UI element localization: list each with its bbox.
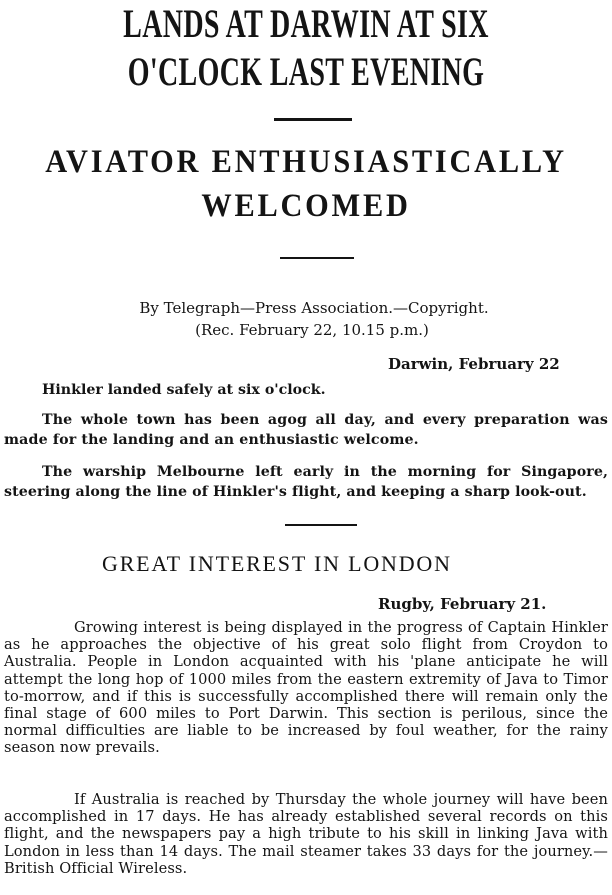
section-divider bbox=[280, 257, 354, 259]
darwin-paragraph: Hinkler landed safely at six o'clock. bbox=[42, 382, 326, 398]
secondary-headline: AVIATOR ENTHUSIASTICALLY WELCOMED bbox=[45, 144, 567, 224]
main-headline: LANDS AT DARWIN AT SIX O'CLOCK LAST EVENING bbox=[123, 1, 489, 94]
london-paragraph: If Australia is reached by Thursday the whole journey will have been accomplished in 17 days. He has already established several records on this flight, and the newspapers pay a high tribute to his skill in linking Java with London in less than 14 days. The mail steamer takes 33 days for the journey.—British Official Wireless. bbox=[4, 791, 608, 877]
darwin-paragraph: The warship Melbourne left early in the morning for Singapore, steering along the line of Hinkler's flight, and keeping a sharp look-out. bbox=[4, 464, 608, 500]
byline-received: (Rec. February 22, 10.15 p.m.) bbox=[195, 321, 429, 339]
london-dateline: Rugby, February 21. bbox=[378, 595, 547, 613]
london-paragraph: Growing interest is being displayed in the progress of Captain Hinkler as he approaches the objective of his great solo flight from Croydon to Australia. People in London acquainted with his 'plane anticipate he will attempt the long hop of 1000 miles from the eastern extremity of Java to Timor to-morrow, and if this is successfully accomplished there will remain only the final stage of 600 miles to Port Darwin. This section is perilous, since the normal difficulties are liable to be increased by foul weather, for the rainy season now prevails. bbox=[4, 619, 608, 757]
darwin-dateline: Darwin, February 22 bbox=[388, 355, 560, 373]
london-subheading: GREAT INTEREST IN LONDON bbox=[102, 551, 452, 576]
darwin-paragraph: The whole town has been agog all day, and every preparation was made for the landing and an enthusiastic welcome. bbox=[4, 412, 608, 448]
byline-source: By Telegraph—Press Association.—Copyright. bbox=[139, 299, 489, 317]
section-divider bbox=[285, 524, 357, 526]
headline-divider bbox=[274, 118, 352, 121]
